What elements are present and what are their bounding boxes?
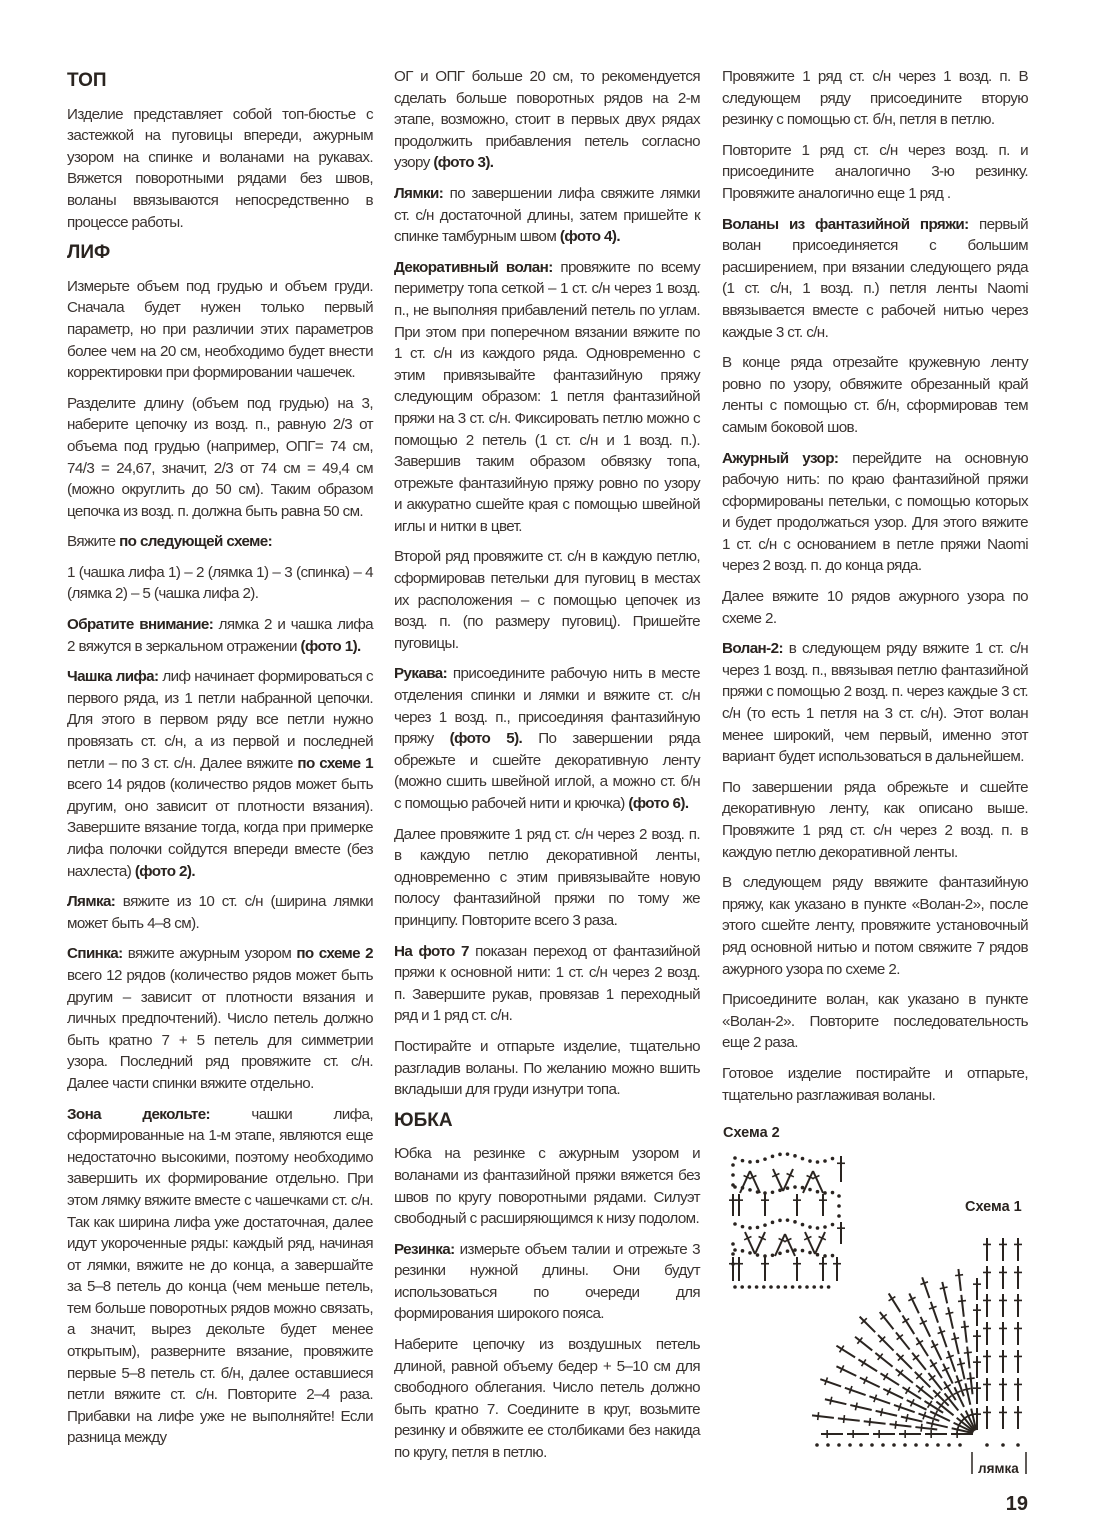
section-heading: ЛИФ <box>67 242 111 264</box>
paragraph <box>722 66 1028 131</box>
paragraph <box>722 140 1028 205</box>
text-run: по завершении лифа свяжите лямки ст. с/н достаточной длины, затем пришейте к спинке тамбурным швом <box>394 184 700 246</box>
paragraph <box>67 943 373 1094</box>
chain-stitch-dot <box>914 1443 918 1447</box>
double-crochet-stitch <box>961 1295 963 1317</box>
chain-stitch-dot <box>801 1186 805 1190</box>
bold-run: (фото 2). <box>134 862 195 880</box>
chain-stitch-dot <box>808 1251 812 1255</box>
double-crochet-stitch <box>921 1317 931 1337</box>
double-crochet-stitch <box>805 1232 815 1254</box>
chain-stitch-dot <box>756 1160 760 1164</box>
double-crochet-stitch <box>883 1389 903 1399</box>
text-run: вяжите из 10 ст. с/н (ширина лямки может быть 4–8 см). <box>67 893 373 932</box>
double-crochet-stitch <box>954 1333 959 1354</box>
chain-stitch-dot <box>1001 1443 1005 1447</box>
chain-stitch-dot <box>771 1191 775 1195</box>
paragraph <box>67 614 373 657</box>
double-crochet-stitch <box>967 1347 969 1369</box>
text-run: В конце ряда отрезайте кружевную ленту ровно по узору, обвяжите обрезанный край ленты с помощью ст. б/н, сформировав тем самым боковой шов. <box>722 354 1028 436</box>
double-crochet-stitch <box>901 1417 922 1422</box>
double-crochet-stitch <box>876 1411 897 1416</box>
chain-stitch-dot <box>733 1185 737 1189</box>
double-crochet-stitch <box>970 1373 972 1395</box>
scheme-1-label: Схема 1 <box>965 1199 1022 1216</box>
chain-stitch-dot <box>1016 1443 1020 1447</box>
paragraph <box>394 257 700 538</box>
paragraph <box>722 586 1028 629</box>
text-run: 1 (чашка лифа 1) – 2 (лямка 1) – 3 (спинка) – 4 (лямка 2) – 5 (чашка лифа 2). <box>67 563 373 603</box>
stitch-crossbar <box>967 1378 975 1379</box>
double-crochet-stitch <box>960 1358 965 1379</box>
bold-run: Резинка: <box>394 1240 455 1258</box>
bold-run: Рукава: <box>394 665 448 683</box>
text-run: вяжите ажурным узором <box>122 945 297 963</box>
chain-stitch-dot <box>731 1262 735 1266</box>
text-run: Вяжите <box>67 533 120 551</box>
stitch-crossbar <box>946 1312 954 1314</box>
chain-stitch-dot <box>827 1285 831 1289</box>
chain-stitch-dot <box>837 1443 841 1447</box>
paragraph <box>394 1239 700 1325</box>
chain-stitch-dot <box>812 1285 816 1289</box>
chain-stitch-dot <box>731 1163 735 1167</box>
text-run: Далее вяжите 10 рядов ажурного узора по схеме 2. <box>722 588 1028 627</box>
chain-stitch-dot <box>823 1254 827 1258</box>
double-crochet-stitch <box>915 1427 937 1429</box>
chain-stitch-dot <box>816 1253 820 1257</box>
stitch-crossbar <box>964 1352 972 1353</box>
text-run: Провяжите 1 ряд ст. с/н через 1 возд. п. В следующем ряду присоедините вторую резинку с помощью ст. б/н, петля в петлю. <box>722 68 1028 129</box>
paragraph <box>67 104 373 234</box>
double-crochet-stitch <box>909 1294 919 1314</box>
text-run: Измерьте объем под грудью и объем груди. Сначала будет нужен только первый параметр, но при различии этих параметров более чем на 20 см, необходимо будет внести корректировки при формировании чашечек. <box>67 277 373 382</box>
chain-stitch-dot <box>741 1249 745 1253</box>
bold-run: Декоративный волан: <box>394 258 553 276</box>
text-run: измерьте объем талии и отрежьте 3 резинки нужной длины. Они будут использоваться по очереди для формирования широкого пояса. <box>394 1240 700 1323</box>
chain-stitch-dot <box>731 1252 735 1256</box>
chain-stitch-dot <box>755 1285 759 1289</box>
chain-stitch-dot <box>756 1253 760 1257</box>
stitch-crossbar <box>895 1421 896 1429</box>
chain-stitch-dot <box>776 1285 780 1289</box>
chain-stitch-dot <box>741 1159 745 1163</box>
paragraph <box>67 393 373 523</box>
double-crochet-stitch <box>836 1366 856 1376</box>
chain-stitch-dot <box>740 1285 744 1289</box>
chain-stitch-dot <box>741 1225 745 1229</box>
chain-stitch-dot <box>791 1285 795 1289</box>
paragraph <box>722 448 1028 578</box>
chain-stitch-dot <box>793 1185 797 1189</box>
chain-stitch-dot <box>778 1219 782 1223</box>
chain-stitch-dot <box>733 1285 737 1289</box>
chain-stitch-dot <box>786 1152 790 1156</box>
chain-stitch-dot <box>826 1443 830 1447</box>
stitch-crossbar <box>963 1389 971 1391</box>
chain-stitch-dot <box>748 1226 752 1230</box>
text-run: в следующем ряду вяжите 1 ст. с/н через 1 возд. п., ввязывая петлю фантазийной пряжи с помощью 2 возд. п. через каждые 3 ст. с/н (то есть 1 петля на 3 ст. с/н). Этот волан менее широкий, чем первый, именно этот вариант будет использоваться в дальнейшем. <box>722 640 1028 766</box>
chain-stitch-dot <box>859 1443 863 1447</box>
paragraph <box>394 1334 700 1464</box>
text-run: лиф начинает формироваться с первого ряда, из 1 петли набранной цепочки. Для этого в первом ряду все петли нужно провязать ст. с/н, а из первой и последней петли – по 3 ст. с/н. Далее вяжите <box>67 668 373 772</box>
stitch-crossbar <box>955 1275 963 1276</box>
text-run: первый волан присоединяется с большим расширением, при вязании следующего ряда (1 ст. с/н, 1 возд. п.) петля ленты Naomi ввязывается вместе с рабочей нитью через каждые 3 ст. с/н. <box>722 215 1028 341</box>
chain-stitch-dot <box>771 1221 775 1225</box>
bold-run: Лямки: <box>394 184 444 202</box>
text-run: Постирайте и отпарьте изделие, тщательно разгладив воланы. По желанию можно вшить вкладыши для груди изнутри топа. <box>394 1037 700 1099</box>
double-crochet-stitch <box>773 1169 783 1191</box>
chain-stitch-dot <box>947 1443 951 1447</box>
double-crochet-stitch <box>813 1171 823 1193</box>
text-run: Повторите 1 ряд ст. с/н через возд. п. и присоедините аналогично 3-ю резинку. Провяжите аналогично еще 1 ряд . <box>722 141 1028 202</box>
double-crochet-stitch <box>850 1405 871 1410</box>
text-run: Присоедините волан, как указано в пункте «Волан-2». Повторите последовательность еще 2 раза. <box>722 991 1028 1052</box>
text-run: всего 14 рядов (количество рядов может быть другим, оно зависит от плотности вязания). Завершите вязание тогда, когда при примерке лифа полочки сойдутся впереди вместе (без нахлеста) <box>67 776 373 880</box>
chain-stitch-dot <box>881 1443 885 1447</box>
text-run: провяжите по всему периметру топа сеткой – 1 ст. с/н через 1 возд. п., не выполняя прибавлений петель по углам. При этом при поперечном вязании вяжите по 1 ст. с/н из каждого ряда. Одновременно с этим привязывайте фантазийную пряжу следующим образом: 1 петля фантазийной пряжи на 3 ст. с/н. Фиксировать петлю можно с помощью 2 петель (1 ст. с/н и 1 возд. п.). Завершив таким образом обвязку топа, отрежьте фантазийную пряжу ровно по узору и аккуратно сшейте края с помощью швейной иглы и нитки в цвет. <box>394 258 700 535</box>
paragraph <box>394 663 700 814</box>
text-run: всего 12 рядов (количество рядов может быть другим – зависит от плотности вязания и личных предпочтений). Число петель должно быть кратно 7 + 5 петель для симметрии узора. Последний ряд провяжите ст. с/н. Далее части спинки вяжите отдельно. <box>67 966 373 1092</box>
text-run: Второй ряд провяжите ст. с/н в каждую петлю, сформировав петельки для пуговиц в местах их расположения – с помощью цепочек из возд. п. (по размеру пуговиц). Пришейте пуговицы. <box>394 548 700 652</box>
bold-run: по следующей схеме: <box>119 533 273 551</box>
chain-stitch-dot <box>903 1443 907 1447</box>
double-crochet-stitch <box>939 1327 946 1348</box>
stitch-crossbar <box>869 1418 870 1426</box>
text-run: По завершении ряда обрежьте и сшейте декоративную ленту (можно сшить швейной иглой, а можно ст. б/н с помощью рабочей нити и крючка) <box>394 730 700 812</box>
double-crochet-stitch <box>943 1364 953 1384</box>
double-crochet-stitch <box>815 1232 825 1254</box>
text-run: Разделите длину (объем под грудью) на 3, наберите цепочку из возд. п., равную 2/3 от объема под грудью (например, ОПГ= 74 см, 74/3 = 24,67, значит, 2/3 от 74 см = 49,4 см (можно округлить до 50 см). Таким образом цепочка из возд. п. должна быть равна 50 см. <box>67 394 373 520</box>
paragraph <box>394 183 700 248</box>
bold-run: Воланы из фантазийной пряжи: <box>722 215 969 233</box>
bold-run: Лямка: <box>67 893 116 911</box>
double-crochet-stitch <box>812 1416 834 1418</box>
text-run: чашки лифа, сформированные на 1-м этапе, являются еще недостаточно высокими, поэтому необходимо завершить их формирование отдельно. При этом лямку вяжите вместе с чашечками ст. с/н. Так как ширина лифа уже достаточная, далее идут укороченные ряды: каждый ряд, начиная от лямки, вяжите не до конца, а завершайте за 5–8 петель до конца (чем меньше петель, тем больше поворотных рядов можно связать, а значит, вырез декольте будет менее открытым), разверните вязание, провяжите первые 5–8 петель ст. б/н, далее оставшиеся петли вяжите ст. с/н. Повторите 2–4 раза. Прибавки на лифе уже не выполняйте! Если разница между <box>67 1105 373 1447</box>
double-crochet-stitch <box>878 1335 894 1351</box>
bold-run: (фото 4). <box>559 228 620 246</box>
bold-run: Ажурный узор: <box>722 449 839 467</box>
chain-stitch-dot <box>731 1242 735 1246</box>
double-crochet-stitch <box>838 1418 860 1420</box>
chain-stitch-dot <box>748 1160 752 1164</box>
paragraph <box>394 546 700 654</box>
chain-stitch-dot <box>733 1156 737 1160</box>
text-run: Наберите цепочку из воздушных петель длиной, равной объему бедер + 5–10 см для свободного облегания. Число петель должно быть кратно 7. Соедините в круг, возьмите резинку и обвяжите ее столбиками без накида по кругу, петля в петлю. <box>394 1336 700 1462</box>
chain-stitch-dot <box>936 1443 940 1447</box>
stitch-crossbar <box>855 1403 857 1411</box>
chain-stitch-dot <box>816 1190 820 1194</box>
chain-stitch-dot <box>741 1186 745 1190</box>
stitch-crossbar <box>940 1287 948 1289</box>
chain-stitch-dot <box>823 1225 827 1229</box>
scheme-2-label: Схема 2 <box>723 1125 780 1142</box>
double-crochet-stitch <box>922 1277 929 1298</box>
double-crochet-stitch <box>926 1423 947 1428</box>
text-run: лямка 2 и чашка лифа 2 вяжутся в зеркальном отражении <box>67 616 374 655</box>
column-2 <box>394 66 700 1473</box>
chain-stitch-dot <box>801 1249 805 1253</box>
bold-run: Обратите внимание: <box>67 616 214 634</box>
paragraph <box>394 941 700 1027</box>
double-crochet-stitch <box>860 1378 880 1388</box>
chain-stitch-dot <box>831 1254 835 1258</box>
section-heading: ТОП <box>67 70 107 91</box>
chain-stitch-dot <box>798 1285 802 1289</box>
chain-stitch-dot <box>808 1188 812 1192</box>
strap-label: лямка <box>978 1461 1019 1477</box>
paragraph <box>722 352 1028 438</box>
chain-stitch-dot <box>769 1285 773 1289</box>
stitch-crossbar <box>921 1424 922 1432</box>
section-heading: ЮБКА <box>394 1109 453 1131</box>
text-run: присоедините рабочую нить в месте отделения спинки и лямки и вяжите ст. с/н через 1 возд. п., присоединяя фантазийную пряжу <box>394 665 700 748</box>
chain-stitch-dot <box>805 1285 809 1289</box>
text-run: По завершении ряда обрежьте и сшейте декоративную ленту, как описано выше. Провяжите 1 ряд ст. с/н через 2 возд. п. в каждую петлю декоративной ленты. <box>722 778 1028 861</box>
stitch-crossbar <box>958 1301 966 1302</box>
text-run: Юбка на резинке с ажурным узором и воланами из фантазийной пряжи вяжется без швов по кругу поворотными рядами. Силуэт свободный с расширяющимся к низу подолом. <box>394 1145 700 1228</box>
chain-stitch-dot <box>837 1204 841 1208</box>
bold-run: Чашка лифа: <box>67 668 159 686</box>
column-3 <box>722 66 1028 1516</box>
chain-stitch-dot <box>793 1220 797 1224</box>
stitch-crossbar <box>961 1327 969 1328</box>
chain-stitch-dot <box>808 1159 812 1163</box>
paragraph <box>67 276 373 384</box>
chain-stitch-dot <box>892 1443 896 1447</box>
chain-stitch-dot <box>958 1443 962 1447</box>
stitch-crossbar <box>818 1412 819 1420</box>
text-run: перейдите на основную рабочую нить: по краю фантазийной пряжи сформированы петельки, с помощью которых и будет продолжаться узор. Для этого вяжите 1 ст. с/н с основанием в петле пряжи Naomi через 2 возд. п. до конца ряда. <box>722 449 1029 575</box>
double-crochet-stitch <box>845 1388 866 1395</box>
chain-stitch-dot <box>831 1223 835 1227</box>
column-1 <box>67 66 373 1458</box>
stitch-crossbar <box>881 1408 883 1416</box>
bold-run: Зона декольте: <box>67 1105 210 1123</box>
chain-stitch-dot <box>756 1190 760 1194</box>
paragraph <box>67 1104 373 1450</box>
double-crochet-stitch <box>869 1396 890 1403</box>
double-crochet-stitch <box>933 1390 949 1406</box>
chain-stitch-dot <box>808 1225 812 1229</box>
chain-stitch-dot <box>793 1248 797 1252</box>
crochet-diagrams <box>715 1124 1055 1486</box>
chain-stitch-dot <box>763 1254 767 1258</box>
chain-stitch-dot <box>771 1155 775 1159</box>
double-crochet-stitch <box>755 1232 765 1254</box>
chain-stitch-dot <box>801 1223 805 1227</box>
chain-stitch-dot <box>801 1157 805 1161</box>
chain-stitch-dot <box>925 1443 929 1447</box>
double-crochet-stitch <box>942 1282 947 1303</box>
bold-run: (фото 5). <box>449 730 523 748</box>
double-crochet-stitch <box>896 1354 912 1370</box>
double-crochet-stitch <box>958 1269 960 1291</box>
double-crochet-stitch <box>890 1424 912 1426</box>
chain-stitch-dot <box>820 1285 824 1289</box>
chain-stitch-dot <box>756 1226 760 1230</box>
paragraph <box>394 1143 700 1229</box>
bold-run: (фото 6). <box>628 795 689 812</box>
stitch-crossbar <box>951 1338 959 1340</box>
paragraph <box>67 531 373 553</box>
page-number: 19 <box>1005 1493 1028 1516</box>
paragraph <box>67 666 373 882</box>
chain-stitch-dot <box>763 1157 767 1161</box>
crochet-chart-svg <box>715 1124 1055 1486</box>
stitch-crossbar <box>906 1414 908 1422</box>
chain-stitch-dot <box>837 1194 841 1198</box>
bold-run: (фото 3). <box>433 154 494 172</box>
chain-stitch-dot <box>748 1251 752 1255</box>
stitch-crossbar <box>957 1363 965 1365</box>
chain-stitch-dot <box>763 1223 767 1227</box>
double-crochet-stitch <box>907 1400 927 1410</box>
chain-stitch-dot <box>870 1443 874 1447</box>
stitch-crossbar <box>844 1415 845 1423</box>
chain-stitch-dot <box>733 1248 737 1252</box>
double-crochet-stitch <box>785 1234 795 1256</box>
paragraph <box>67 891 373 934</box>
double-crochet-stitch <box>932 1340 942 1360</box>
text-run: В следующем ряду ввяжите фантазийную пряжу, как указано в пункте «Волан-2», после этого сшейте ленту, провяжите установочный ряд основной нитью и потом свяжите 7 рядов ажурного узора по схеме 2. <box>722 874 1028 978</box>
bold-run: по схеме 1 <box>297 754 373 772</box>
double-crochet-stitch <box>864 1421 886 1423</box>
text-run: показан переход от фантазийной пряжи к основной нити: 1 ст. с/н через 2 возд. п. Завершите рукав, провязав 1 переходный ряд и 1 ряд ст. с/н. <box>394 942 700 1025</box>
chain-stitch-dot <box>848 1443 852 1447</box>
bold-run: по схеме 2 <box>296 945 373 963</box>
chain-stitch-dot <box>985 1443 989 1447</box>
paragraph <box>67 562 373 605</box>
bold-run: Спинка: <box>67 945 123 963</box>
column-3-text <box>722 66 1028 1106</box>
chain-stitch-dot <box>815 1443 819 1447</box>
text-run: Далее провяжите 1 ряд ст. с/н через 2 возд. п. в каждую петлю декоративной ленты, одновременно с этим привязывайте новую полосу фантазийной пряжи по тому же принципу. Повторите всего 3 раза. <box>394 825 700 929</box>
stitch-crossbar <box>830 1397 832 1405</box>
chain-stitch-dot <box>733 1222 737 1226</box>
double-crochet-stitch <box>931 1302 938 1323</box>
paragraph <box>722 638 1028 768</box>
chain-stitch-dot <box>823 1159 827 1163</box>
chain-stitch-dot <box>763 1191 767 1195</box>
chain-stitch-dot <box>731 1173 735 1177</box>
text-run: ОГ и ОПГ больше 20 см, то рекомендуется сделать больше поворотных рядов на 2-м этапе, возможно, стоит в первых двух рядах продолжить прибавления петель согласно узору <box>394 68 700 172</box>
chain-stitch-dot <box>837 1214 841 1218</box>
double-crochet-stitch <box>745 1232 755 1254</box>
chain-stitch-dot <box>748 1188 752 1192</box>
stitch-crossbar <box>931 1420 933 1428</box>
chain-stitch-dot <box>778 1153 782 1157</box>
paragraph <box>722 872 1028 980</box>
double-crochet-stitch <box>948 1307 953 1328</box>
double-crochet-stitch <box>964 1321 966 1343</box>
chain-stitch-dot <box>786 1186 790 1190</box>
bold-run: На фото 7 <box>394 942 469 960</box>
chain-stitch-dot <box>771 1254 775 1258</box>
chain-stitch-dot <box>748 1285 752 1289</box>
bold-run: (фото 1). <box>300 637 361 655</box>
text-run: Изделие представляет собой топ-бюстье с застежкой на пуговицы впереди, ажурным узором на спинке и воланами на рукавах. Вяжется поворотными рядами без швов, воланы ввязываются непосредственно в процессе работы. <box>67 105 373 231</box>
chain-stitch-dot <box>793 1154 797 1158</box>
paragraph <box>394 66 700 174</box>
double-crochet-stitch <box>860 1317 876 1333</box>
chain-stitch-dot <box>778 1189 782 1193</box>
chain-stitch-dot <box>784 1285 788 1289</box>
paragraph <box>722 777 1028 863</box>
chain-stitch-dot <box>823 1191 827 1195</box>
paragraph <box>394 1036 700 1101</box>
chain-stitch-dot <box>786 1249 790 1253</box>
double-crochet-stitch <box>965 1383 970 1404</box>
paragraph <box>722 214 1028 344</box>
chain-stitch-dot <box>816 1226 820 1230</box>
paragraph <box>722 1063 1028 1106</box>
chain-stitch-dot <box>762 1285 766 1289</box>
chain-stitch-dot <box>778 1252 782 1256</box>
chain-stitch-dot <box>831 1157 835 1161</box>
double-crochet-stitch <box>825 1399 846 1404</box>
chain-stitch-dot <box>786 1218 790 1222</box>
text-run: Готовое изделие постирайте и отпарьте, тщательно разглаживая воланы. <box>722 1064 1028 1104</box>
bold-run: Волан-2: <box>722 640 783 658</box>
paragraph <box>394 824 700 932</box>
double-crochet-stitch <box>820 1379 841 1386</box>
paragraph <box>722 989 1028 1054</box>
chain-stitch-dot <box>816 1160 820 1164</box>
chain-stitch-dot <box>831 1191 835 1195</box>
